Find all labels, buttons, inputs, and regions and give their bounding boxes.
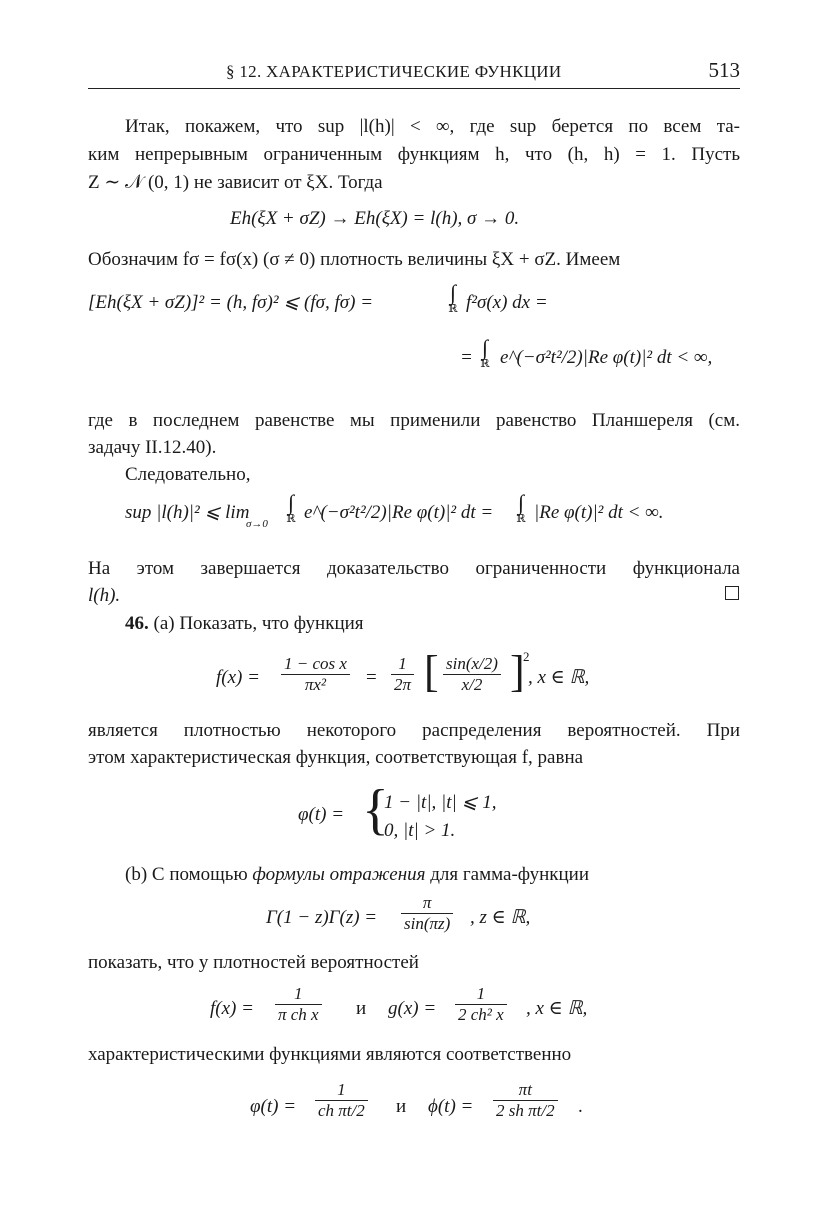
qed-square-icon — [725, 586, 739, 600]
integral-sign-3: ∫ ℝ — [284, 492, 298, 525]
phi-case-1: 1 − |t|, |t| ⩽ 1, — [384, 792, 497, 813]
integral-sign-2: ∫ ℝ — [478, 337, 492, 370]
dens-right: , x ∈ ℝ, — [526, 998, 588, 1019]
cf-psi-num: πt — [493, 1080, 558, 1101]
fraction-2pi-den: 2π — [394, 675, 412, 694]
cf-phi-fraction — [312, 1080, 371, 1121]
left-bracket: [ — [424, 647, 439, 696]
integral-domain: ℝ — [480, 358, 490, 370]
dens-g-den: 2 ch² x — [458, 1005, 504, 1024]
fraction-sin-num: sin(x/2) — [443, 654, 501, 675]
integral-sign-4: ∫ ℝ — [514, 492, 528, 525]
cf-psi-den: 2 sh πt/2 — [496, 1101, 555, 1120]
para2: Обозначим fσ = fσ(x) (σ ≠ 0) плотность величины ξX + σZ. Имеем — [88, 249, 621, 270]
phi-left: φ(t) = — [298, 804, 345, 825]
right-bracket: ] — [510, 647, 525, 696]
dens-f-num: 1 — [275, 984, 322, 1005]
cf-psi-left: ϕ(t) = — [428, 1096, 474, 1117]
para3-line2: задачу II.12.40). — [88, 437, 217, 458]
part-b-suffix: для гамма-функции — [430, 864, 590, 885]
section-title: § 12. ХАРАКТЕРИСТИЧЕСКИЕ ФУНКЦИИ — [226, 62, 562, 81]
fraction-2pi-num: 1 — [391, 654, 414, 675]
para5-line1: На этом завершается доказательство ограниченности функционала — [88, 558, 740, 579]
cf-phi-num: 1 — [315, 1080, 368, 1101]
square-exponent: 2 — [523, 649, 530, 664]
running-header — [88, 58, 740, 89]
fx-left: f(x) = — [216, 667, 260, 688]
cf-end: . — [578, 1096, 583, 1117]
part-b-emphasis: формулы отражения — [252, 864, 426, 885]
para3-line1: где в последнем равенстве мы применили равенство Планшереля (см. — [88, 410, 740, 431]
equation-limit: Eh(ξX + σZ) → Eh(ξX) = l(h), σ → 0. — [230, 208, 520, 229]
eq2-line2-eq: = — [460, 347, 473, 368]
and-1: и — [356, 998, 367, 1019]
part-b-line — [125, 862, 589, 888]
fraction-cos — [278, 654, 353, 695]
para5-line2: l(h). — [88, 585, 121, 606]
dens-f-fraction — [272, 984, 325, 1025]
eq2-line2-right: e^(−σ²t²/2)|Re φ(t)|² dt < ∞, — [500, 347, 713, 368]
para-b: показать, что у плотностей вероятностей — [88, 952, 419, 973]
fx-right: , x ∈ ℝ, — [528, 667, 590, 688]
para1-line1: Итак, покажем, что sup |l(h)| < ∞, где sup берется по всем та- — [125, 116, 740, 137]
eq3-mid: e^(−σ²t²/2)|Re φ(t)|² dt = — [304, 502, 494, 523]
gamma-den: sin(πz) — [404, 914, 451, 933]
cf-phi-left: φ(t) = — [250, 1096, 297, 1117]
integral-domain: ℝ — [286, 513, 296, 525]
dens-g-num: 1 — [455, 984, 507, 1005]
gamma-num: π — [401, 893, 453, 914]
part-b-prefix: (b) С помощью — [125, 864, 248, 885]
para4: Следовательно, — [125, 464, 251, 485]
dens-f-den: π ch x — [278, 1005, 319, 1024]
part-a-intro: (a) Показать, что функция — [153, 613, 364, 634]
integral-domain: ℝ — [448, 303, 458, 315]
eq2-line1-right: f²σ(x) dx = — [466, 292, 548, 313]
integral-domain: ℝ — [516, 513, 526, 525]
para-a2: этом характеристическая функция, соответствующая f, равна — [88, 747, 584, 768]
dens-f-left: f(x) = — [210, 998, 254, 1019]
problem-number: 46. — [125, 613, 149, 634]
left-brace: { — [362, 779, 389, 841]
equals-sign: = — [366, 667, 377, 688]
and-2: и — [396, 1096, 407, 1117]
gamma-right: , z ∈ ℝ, — [470, 907, 531, 928]
eq3-limit-subscript: σ→0 — [246, 518, 268, 530]
phi-case-2: 0, |t| > 1. — [384, 820, 456, 841]
dens-g-left: g(x) = — [388, 998, 437, 1019]
fraction-2pi — [388, 654, 417, 695]
fraction-cos-den: πx² — [304, 675, 327, 694]
para-a1: является плотностью некоторого распределения вероятностей. При — [88, 720, 740, 741]
eq2-line1-left: [Eh(ξX + σZ)]² = (h, fσ)² ⩽ (fσ, fσ) = — [88, 292, 374, 313]
eq3-left: sup |l(h)|² ⩽ lim — [125, 502, 250, 523]
gamma-fraction — [398, 893, 456, 934]
fraction-sin-den: x/2 — [461, 675, 483, 694]
eq3-right: |Re φ(t)|² dt < ∞. — [534, 502, 664, 523]
cf-phi-den: ch πt/2 — [318, 1101, 365, 1120]
gamma-left: Γ(1 − z)Γ(z) = — [266, 907, 378, 928]
dens-g-fraction — [452, 984, 510, 1025]
fraction-sin — [440, 654, 504, 695]
integral-sign-1: ∫ ℝ — [446, 282, 460, 315]
problem-heading — [125, 611, 364, 637]
para1-line3: Z ∼ 𝒩 (0, 1) не зависит от ξX. Тогда — [88, 172, 383, 193]
fraction-cos-num: 1 − cos x — [281, 654, 350, 675]
para-c: характеристическими функциями являются соответственно — [88, 1044, 572, 1065]
cf-psi-fraction — [490, 1080, 561, 1121]
para1-line2: ким непрерывным ограниченным функциям h, что (h, h) = 1. Пусть — [88, 144, 740, 165]
page-number: 513 — [708, 58, 740, 82]
